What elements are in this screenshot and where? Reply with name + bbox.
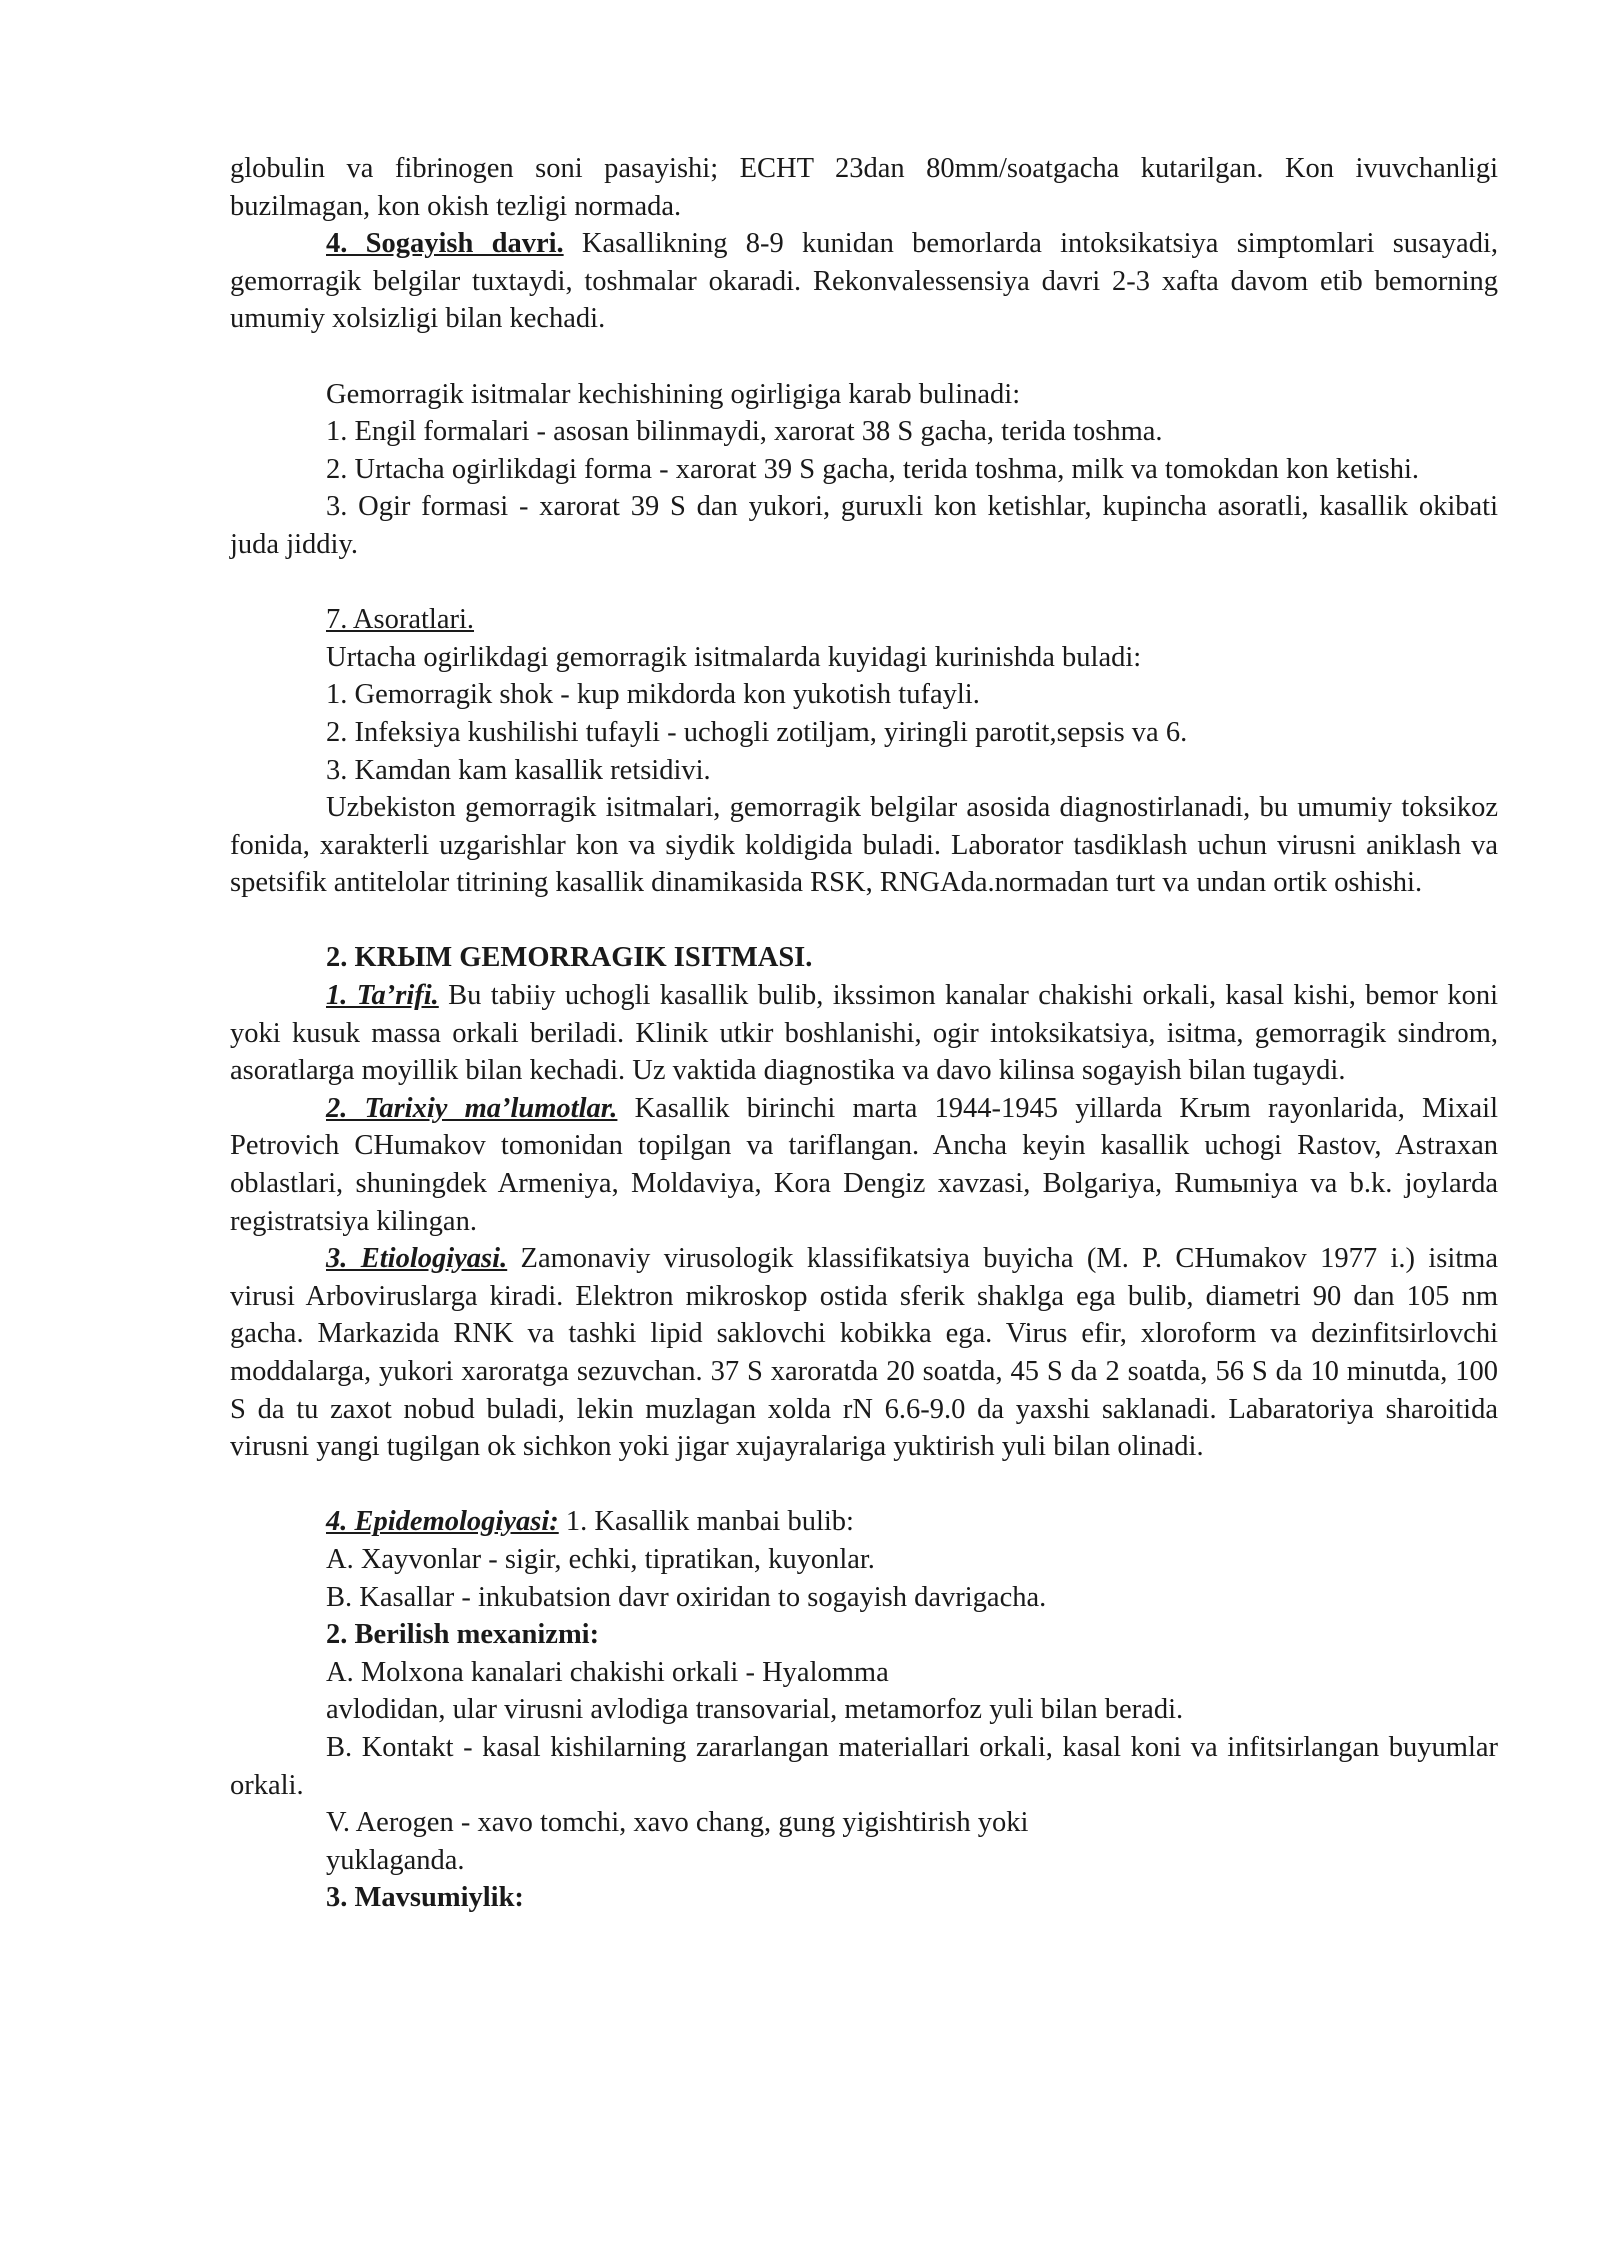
complications-intro: Urtacha ogirlikdagi gemorragik isitmalarda kuyidagi kurinishda buladi: (326, 641, 1142, 673)
heading-seasonality: 3. Mavsumiylik: (326, 1882, 524, 1914)
text-history: Kasallik birinchi marta 1944-1945 yillarda Krыm rayonlarida, Mixail Petrovich CHumakov tomonidan topilgan va tariflangan. Ancha keyin kasallik uchogi Rastov, Astraxan oblastlari, shuningdek Armeniya, Moldaviya, Kora Dengiz xavzasi, Bolgariya, Rumыniya va b.k. joylarda registratsiya kilingan. (230, 1092, 1499, 1237)
heading-definition: 1. Ta’rifi. (326, 980, 439, 1012)
document-page (230, 150, 1498, 1917)
text-etiology: Zamonaviy virusologik klassifikatsiya buyicha (M. P. CHumakov 1977 i.) isitma virusi Arboviruslarga kiradi. Elektron mikroskop ostida sferik shaklga ega bulib, diametri 90 dan 105 nm gacha. Markazida RNK va tashki lipid saklovchi kobikka ega. Virus efir, xloroform va dezinfitsirlovchi moddalarga, yukori xaroratga sezuvchan. 37 S xaroratda 20 soatda, 45 S da 2 soatda, 56 S da 10 minutda, 100 S da tu zaxot nobud buladi, lekin muzlagan xolda rN 6.6-9.0 da yaxshi saklanadi. Labaratoriya sharoitida virusni yangi tugilgan ok sichkon yoki jigar xujayralariga yuktirish yuli bilan olinadi. (230, 1243, 1498, 1463)
complications-heading-text: 7. Asoratlari. (326, 604, 475, 636)
transmission-item-b: B. Kontakt - kasal kishilarning zararlangan materiallari orkali, kasal koni va infitsirlangan buyumlar orkali. (230, 1731, 1498, 1801)
complication-item-1: 1. Gemorragik shok - kup mikdorda kon yukotish tufayli. (326, 679, 980, 711)
section-title: 2. KRЫM GEMORRAGIK ISITMASI. (326, 942, 813, 974)
complications-heading (230, 601, 1498, 639)
transmission-item-v-2: yuklaganda. (326, 1844, 465, 1876)
form-item-3: 3. Ogir formasi - xarorat 39 S dan yukori, guruxli kon ketishlar, kupincha asoratli, kasallik okibati juda jiddiy. (230, 491, 1498, 560)
spacer (230, 902, 1498, 940)
heading-transmission: 2. Berilish mexanizmi: (326, 1619, 600, 1651)
complication-item-3: 3. Kamdan kam kasallik retsidivi. (326, 754, 711, 786)
form-item-2: 2. Urtacha ogirlikdagi forma - xarorat 39 S gacha, terida toshma, milk va tomokdan kon ketishi. (326, 453, 1420, 485)
paragraph-recovery (230, 225, 1498, 338)
paragraph-etiology (230, 1240, 1498, 1466)
heading-history: 2. Tarixiy ma’lumotlar. (326, 1092, 618, 1124)
form-item-1: 1. Engil formalari - asosan bilinmaydi, xarorat 38 S gacha, terida toshma. (326, 416, 1163, 448)
spacer (230, 1466, 1498, 1504)
paragraph-epidemiology (230, 1503, 1498, 1541)
heading-epidemiology: 4. Epidemologiyasi: (326, 1506, 559, 1538)
text-epidemiology: 1. Kasallik manbai bulib: (558, 1506, 854, 1538)
epidemiology-item-a: A. Xayvonlar - sigir, echki, tipratikan, kuyonlar. (326, 1543, 875, 1575)
heading-etiology: 3. Etiologiyasi. (326, 1243, 508, 1275)
complication-item-2: 2. Infeksiya kushilishi tufayli - uchogli zotiljam, yiringli parotit,sepsis va 6. (326, 716, 1188, 748)
transmission-item-v-1: V. Aerogen - xavo tomchi, xavo chang, gung yigishtirish yoki (326, 1807, 1029, 1839)
paragraph-history (230, 1090, 1498, 1240)
forms-intro: Gemorragik isitmalar kechishining ogirligiga karab bulinadi: (326, 378, 1021, 410)
spacer (230, 338, 1498, 376)
heading-recovery: 4. Sogayish davri. (326, 228, 564, 260)
text-definition: Bu tabiiy uchogli kasallik bulib, ikssimon kanalar chakishi orkali, kasal kishi, bemor koni yoki kusuk massa orkali beriladi. Klinik utkir boshlanishi, ogir intoksikatsiya, isitma, gemorragik sindrom, asoratlarga moyillik bilan kechadi. Uz vaktida diagnostika va davo kilinsa sogayish bilan tugaydi. (230, 980, 1498, 1087)
text-recovery: Kasallikning 8-9 kunidan bemorlarda intoksikatsiya simptomlari susayadi, gemorragik belgilar tuxtaydi, toshmalar okaradi. Rekonvalessensiya davri 2-3 xafta davom etib bemorning umumiy xolsizligi bilan kechadi. (230, 228, 1498, 335)
transmission-item-a-1: A. Molxona kanalari chakishi orkali - Hyalomma (326, 1656, 889, 1688)
transmission-item-a-2: avlodidan, ular virusni avlodiga transovarial, metamorfoz yuli bilan beradi. (326, 1694, 1184, 1726)
epidemiology-item-b: B. Kasallar - inkubatsion davr oxiridan to sogayish davrigacha. (326, 1581, 1047, 1613)
paragraph-definition (230, 977, 1498, 1090)
paragraph-diagnosis: Uzbekiston gemorragik isitmalari, gemorragik belgilar asosida diagnostirlanadi, bu umumiy toksikoz fonida, xarakterli uzgarishlar kon va siydik koldigida buladi. Laborator tasdiklash uchun virusni aniklash va spetsifik antitelolar titrining kasallik dinamikasida RSK, RNGAda.normadan turt va undan ortik oshishi. (230, 792, 1498, 899)
paragraph-lab-findings: globulin va fibrinogen soni pasayishi; ECHT 23dan 80mm/soatgacha kutarilgan. Kon ivuvchanligi buzilmagan, kon okish tezligi normada. (230, 153, 1498, 222)
spacer (230, 564, 1498, 602)
